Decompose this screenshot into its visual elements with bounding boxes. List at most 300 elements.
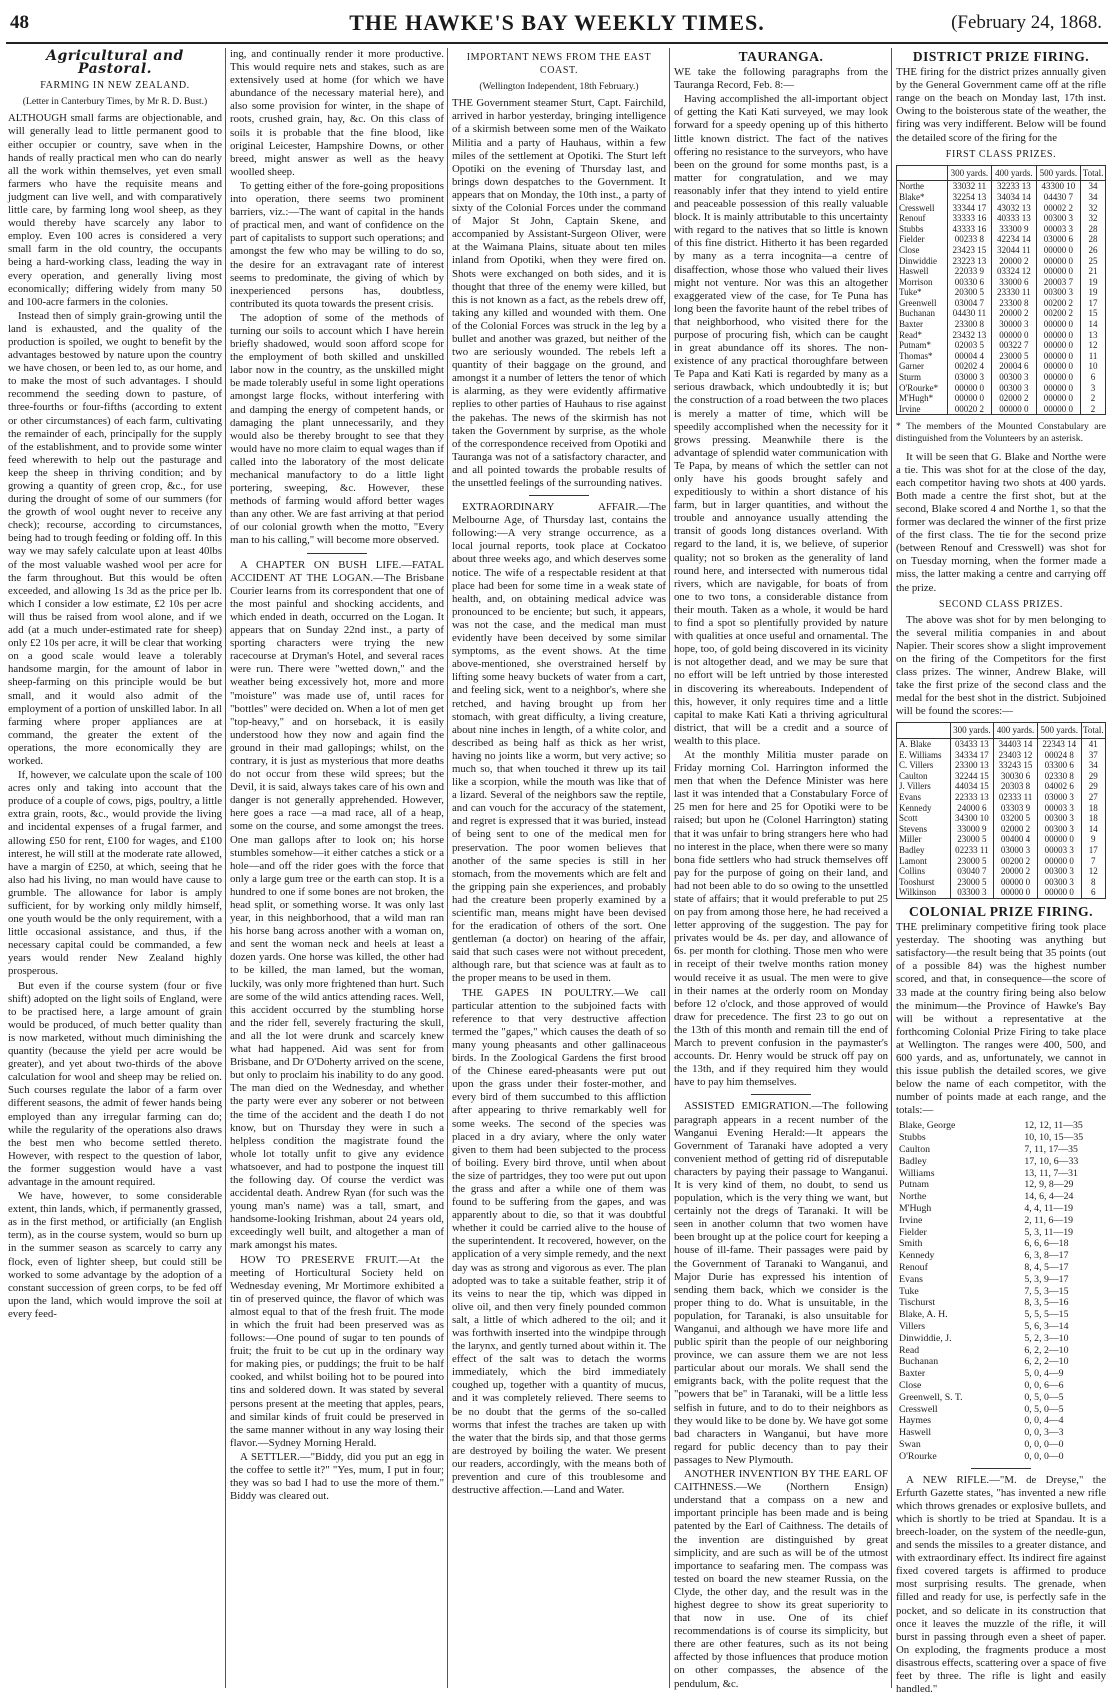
article-title: FARMING IN NEW ZEALAND.	[40, 80, 190, 92]
score-cell: 8	[1081, 877, 1105, 888]
table-header-cell: 500 yards.	[1036, 165, 1080, 181]
article-title: TAURANGA.	[738, 49, 824, 64]
score-cell: 00000 0	[992, 330, 1036, 341]
score-cell: 34300 10	[950, 813, 994, 824]
second-class-title: SECOND CLASS PRIZES.	[939, 598, 1063, 610]
points-cell: 0, 0, 4—4	[1024, 1415, 1064, 1427]
score-cell: 00000 0	[1036, 404, 1080, 415]
table-row	[897, 739, 1106, 750]
paragraph: Having accomplished the all-important object of getting the Kati Kati surveyed, we may look forward for a speedy opening up of this hitherto little known district. The fact of the natives offering no resistance to the surveyors, who have been on the ground for some months past, is a matter for congratulation, and we may reasonably infer that they intend to yield entire and peaceable possession of this really valuable block. It is mainly attributable to this uncertainty with regard to the natives that so little is known of this fine district. Hitherto it has been regarded by many as a terra incognita—a centre of disaffection, whose those who valued their lives might not venture. Nor was this an altogether exaggerated view of the case, for Te Puna has long been the favorite haunt of the rebel tribes of that neighborhood, who visited there for the purpose of procuring fish, which can be caught in great abundance off its shores. The non-existence of any practical thoroughfare between Te Papa and Kati Kati is regarded by many as a serious drawback, which undoubtedly it is; but the construction of a road between the two places is merely a matter of time, which will be speedily accomplished when the necessity for it grows pressing. Meanwhile there is the advantage of splendid water communication with Te Papa, by means of which the settler can not only have his goods brought safely and expeditiously to within a short distance of his farm, but in larger quantities, and without the trouble and annoyance usually attending the transit of goods long distances overland. With regard to the land, it is, we believe, of superior quality; not so broken as the generality of land round here, and intersected with numerous tidal rivers, which are navigable, for boats of from one to two tons, a considerable distance from their mouth. Taken as a whole, it would be hard to find a spot so plentifully provided by nature with qualities at once useful and ornamental. The hope, too, of gold being discovered in its vicinity is not altogether dead, and we may be sure that no effort will be left untried by those interested in discovering its whereabouts. Independent of this, however, it only requires time and a little capital to make Kati Kati a thriving agricultural district, that will be a credit and a source of wealth to this place.	[674, 93, 888, 747]
score-cell: 00000 0	[947, 393, 991, 404]
list-item	[896, 1191, 1106, 1203]
score-cell: 29	[1081, 781, 1105, 792]
competitor-name: Swan	[899, 1438, 921, 1450]
competitor-name: Caulton	[899, 1144, 931, 1156]
list-item	[896, 1451, 1106, 1463]
points-cell: 10, 10, 15—35	[1024, 1132, 1084, 1144]
score-cell: 33000 9	[950, 824, 994, 835]
score-cell: 10	[1081, 361, 1106, 372]
score-cell: 03300 6	[1037, 760, 1081, 771]
paragraph: HOW TO PRESERVE FRUIT.—At the meeting of Horticultural Society held on Wednesday evening, Mr Mortimore exhibited a tin of preserved quince, the flavor of which was almost equal to that of the fresh fruit. The mode in which the fruit had been preserved was as follows:—One pound of sugar to ten pounds of fruit; the fruit to be cut up in the ordinary way for making pies, or puddings; the fruit to be half cooked, and whilst boiling hot to be poured into tins and soldered down. It was stated by several persons present at the meeting that apples, pears, and similar kinds of fruit could be preserved in the same manner without in any way losing their flavor.—Sydney Morning Herald.	[230, 1253, 444, 1449]
colonial-score-list	[896, 1120, 1106, 1462]
competitor-name: Putnam*	[897, 340, 948, 351]
score-cell: 00300 3	[1036, 287, 1080, 298]
paragraph: But even if the course system (four or five shift) adopted on the light soils of England, were to be practised here, a large amount of grain would be produced, of much better quality than is now marketed, without much diminishing the quantity (because the yield per acre would be greater), and yet about two-thirds of the above calculation for wool and sheep may be relied on. Such courses regulate the labor of a farm over different seasons, the admit of fewer hands being employed than any irregular farming can do; while the regularity of the operations also draws the best men who become settled thereto. However, with respect to the question of labor, the former suggestion would have a vast advantage in the amount required.	[8, 979, 222, 1188]
table-header-cell: 400 yards.	[994, 723, 1038, 739]
list-item	[896, 1274, 1106, 1286]
score-cell: 26	[1081, 245, 1106, 256]
score-cell: 00004 4	[947, 351, 991, 362]
score-cell: 00000 0	[947, 383, 991, 394]
paragraph: THE GAPES IN POULTRY.—We call particular attention to the subjoined facts with reference to that very destructive affection termed the "gapes," which causes the death of so many young pheasants and other gallinaceous birds. In the Zoological Gardens the first brood of the Chinese eared-pheasants were put out upon the grass under their foster-mother, and every bird of them succumbed to this affliction after appearing to thrive remarkably well for some weeks. The second of the species was placed in a dry aviary, where the only water given to them had been subjected to the process of boiling. Every bird throve, until when about the size of partridges, they too were put out upon the grass and after a while one of them was found to be suffering from the gapes, and was apparently about to die, so that it was doubtful whether it could be carried alive to the house of the superintendent. It recovered, however, on the application of a very simple remedy, and the next day was as strong and vigorous as ever. The plan adopted was to take a suitable feather, strip it of its veins to near the tip, which was dipped in olive oil, and then very finely pounded common salt, a little of which adhered to the oil; and it was forthwith inserted into the windpipe through the larynx, and gently turned about within it. The effect of the salt was to detach the worms immediately, which the bird immediately coughed up, together with a quantity of mucus, and it was completely relieved. There seems to be no doubt that the germs of the so-called worms that infest the traches are taken up with the water that the birds sip, and that those germs are destroyed by boiling the water. We present our readers, accordingly, with the means both of prevention and cure of this troublesome and destructive affection.—Land and Water.	[452, 986, 666, 1497]
column-rule	[891, 48, 892, 1688]
paragraph: THE preliminary competitive firing took place yesterday. The shooting was anything but satisfactory—the result being that 35 points (out of a possible 84) was the highest number scored, and that, in consequence—the score of 33 made at the country firing being also below the minimum—the Province of Hawke's Bay will be without a representative at the forthcoming Colonial Prize Firing to take place at Wellington. The ranges were 400, 500, and 600 yards, and as, unfortunately, we cannot in this issue publish the detailed scores, we give below the name of each competitor, with the number of points made at each range, and the totals:—	[896, 921, 1106, 1117]
list-item	[896, 1156, 1106, 1168]
score-cell: 00000 0	[1036, 266, 1080, 277]
points-cell: 0, 0, 0—0	[1024, 1438, 1064, 1450]
score-cell: 20000 2	[992, 256, 1036, 267]
competitor-name: Fielder	[897, 234, 948, 245]
competitor-name: Villers	[899, 1321, 926, 1333]
score-cell: 00000 0	[1036, 393, 1080, 404]
table-row	[897, 192, 1106, 203]
table-row	[897, 234, 1106, 245]
divider	[751, 1094, 811, 1095]
points-cell: 5, 3, 11—19	[1024, 1226, 1073, 1238]
score-cell: 33032 11	[947, 181, 991, 192]
score-cell: 02003 5	[947, 340, 991, 351]
score-cell: 03324 12	[992, 266, 1036, 277]
points-cell: 5, 6, 3—14	[1024, 1321, 1069, 1333]
points-cell: 6, 2, 2—10	[1024, 1344, 1069, 1356]
points-cell: 0, 5, 0—5	[1024, 1391, 1064, 1403]
list-item	[896, 1356, 1106, 1368]
competitor-name: Read*	[897, 330, 948, 341]
score-cell: 24000 6	[950, 803, 994, 814]
table-row	[897, 856, 1106, 867]
competitor-name: Northe	[899, 1191, 927, 1203]
points-cell: 7, 5, 3—15	[1024, 1285, 1069, 1297]
competitor-name: Fielder	[899, 1226, 927, 1238]
paragraph: A CHAPTER ON BUSH LIFE.—FATAL ACCIDENT AT THE LOGAN.—The Brisbane Courier learns from its correspondent that one of the most painful and shocking accidents, and which ended in death, occurred on the Logan. It appears that on Sunday 22nd inst., a party of sporting characters were trying the new racecourse at Dryman's Hotel, and several races were run. There were "wetted down," and the weather being excessively hot, more and more "moisture" was made use of, until races for "bottles" were decided on. When a lot of men get "top-heavy," and on horseback, it is easily understood how they now and again find the ground in their mad gallopings; whilst, on the contrary, it is just as mysterious that more deaths do not occur from these wild sprees; but the Devil, it is said, always takes care of his own and danger is not generally apprehended. However, here goes a race —a mad race, all of a heap, some on the course, and some amongst the trees. One man gallops after to look on; his horse stumbles somehow—it either catches a stick or a hole—and off the rider goes with the force that only a large gum tree or the earth can stop. It is a hundred to one if some bones are not broken, the head split, or something worse. It was only last year, in this neighborhood, that a wild man ran his horse bang across another with a woman on, and sent the woman neck and heels at least a dozen yards. One horse was killed, the other had to be killed, the man lamed, but the woman, luckily, was only more frightened than hurt. Such are some of the wild antics attending races. Well, this accident occurred by the stumbling horse and the rider fell, severely fracturing the skull, and all the lot were drunk and scarcely knew what had happened. Aid was sent for from Brisbane, and Dr O'Doherty arrived on the scene, but only to proclaim his inability to do any good. The man died on the Wednesday, and whether the party were ever any soberer or not between the time of the accident and the death I do not know, but on Thursday they were in such a helpless condition the magistrate found the whole lot totally unfit to give any evidence whatsoever, and had to postpone the inquest till the following day. Of course the verdict was accidental death. Andrew Ryan (for such was the young man's name) was a tall, smart, and handsome-looking Irishman, about 24 years old, exceedingly well built, and altogether a man of mark amongst his mates.	[230, 558, 444, 1252]
competitor-name: Evans	[899, 1273, 923, 1285]
table-row	[897, 781, 1106, 792]
list-item	[896, 1392, 1106, 1404]
points-cell: 5, 0, 4—9	[1024, 1368, 1064, 1380]
points-cell: 4, 4, 11—19	[1024, 1203, 1073, 1215]
score-cell: 00000 0	[1036, 361, 1080, 372]
competitor-name: Stubbs	[897, 224, 948, 235]
score-cell: 34403 14	[994, 739, 1038, 750]
paragraph: EXTRAORDINARY AFFAIR.—The Melbourne Age, of Thursday last, contains the following:—A very strange occurrence, as a local journal reports, took place at Cockatoo about three weeks ago, and which deserves some notice. The wife of a respectable resident at that place had been for some time in a weak state of health, and, on obtaining medical advice was pronounced to be enciente; but such, it appears, was not the case, and the medical man must evidently have been deceived by some similar symptoms, as the event shows. At the time above-mentioned, she overstrained herself by lifting some heavy buckets of water from a cart, and feeling sick, went to a neighbor's, where she retched, and having brought up from her stomach, with great difficulty, a living creature, about nine inches in length, of a white color, and described as being half as thick as her wrist, having no joints like a worm, but very active; so much so, that when touched it threw up its tail like a scorpion, while the mouth was like that of a lizard. Several of the neighbors saw the reptile, and can vouch for the accuracy of the statement, and regret is expressed that it was buried, instead of being sent to one of the medical men for preservation. The poor women believes that another of the same species is still in her stomach, from the movements which are felt and the gripping pain she experiences, and probably had the creature been properly examined by a scientific man, means might have been devised for the eradication of others of the sort. One gentleman (a doctor) on hearing of the affair, said that such cases were not without precedent, although rare, but that science was at fault as to the proper means to be used in them.	[452, 501, 666, 985]
score-cell: 04430 7	[1036, 192, 1080, 203]
score-cell: 00020 2	[947, 404, 991, 415]
points-cell: 12, 12, 11—35	[1024, 1120, 1083, 1132]
score-cell: 23223 13	[947, 256, 991, 267]
list-item	[896, 1309, 1106, 1321]
score-cell: 03433 13	[950, 739, 994, 750]
competitor-name: C. Villers	[897, 760, 951, 771]
score-cell: 21	[1081, 266, 1106, 277]
table-row	[897, 277, 1106, 288]
score-cell: 02233 11	[950, 845, 994, 856]
score-cell: 02330 8	[1037, 771, 1081, 782]
points-cell: 8, 4, 5—17	[1024, 1262, 1069, 1274]
score-cell: 00330 6	[947, 277, 991, 288]
competitor-name: Miller	[897, 834, 951, 845]
points-cell: 5, 3, 9—17	[1024, 1273, 1069, 1285]
score-cell: 00002 2	[1036, 203, 1080, 214]
competitor-name: Northe	[897, 181, 948, 192]
score-cell: 28	[1081, 234, 1106, 245]
score-cell: 32244 15	[950, 771, 994, 782]
score-cell: 23432 13	[947, 330, 991, 341]
score-cell: 33300 9	[992, 224, 1036, 235]
points-cell: 14, 6, 4—24	[1024, 1191, 1074, 1203]
competitor-name: Buchanan	[899, 1356, 939, 1368]
table-row	[897, 760, 1106, 771]
table-row	[897, 803, 1106, 814]
table-header-cell: Total.	[1081, 165, 1106, 181]
score-cell: 28	[1081, 224, 1106, 235]
score-cell: 00000 0	[1037, 834, 1081, 845]
paragraph: The above was shot for by men belonging to the several militia companies in and about Napier. Their scores show a slight improvement on the firing of the Competitors for the first class prizes. The winner, Andrew Blake, will take the first prize of the second class and the medal for the best shot in the district. Subjoined will be found the scores:—	[896, 613, 1106, 718]
score-cell: 04430 11	[947, 308, 991, 319]
score-cell: 00200 2	[1036, 308, 1080, 319]
paragraph: WE take the following paragraphs from the Tauranga Record, Feb. 8:—	[674, 66, 888, 92]
paragraph: A NEW RIFLE.—"M. de Dreyse," the Erfurth Gazette states, "has invented a new rifle which throws grenades or explosive bullets, and which is shortly to be tried at Spandau. It is a breech-loader, on the system of the needle-gun, and sends the missiles to a greater distance, and with extraordinary effect. Its indirect fire against fixed covered targets is affirmed to produce most surprising results. The grenade, when filled and ready for use, is perfectly safe in the pocket, and so delicate in its construction that once it leaves the muzzle of the rifle, it will burst in passing through even a sheet of paper. On exploding, the fragments produce a most disastrous effects, scattering over a space of five feet by three. The rifle is light and easily handled."	[896, 1473, 1106, 1696]
list-item	[896, 1333, 1106, 1345]
score-cell: 17	[1081, 298, 1106, 309]
table-row	[897, 181, 1106, 192]
paragraph: A SETTLER.—"Biddy, did you put an egg in the coffee to settle it?" "Yes, mum, I put in four; they was so bad I had to use the more of them." Biddy was cleared out.	[230, 1450, 444, 1503]
list-item	[896, 1132, 1106, 1144]
score-cell: 14	[1081, 319, 1106, 330]
table-row	[897, 330, 1106, 341]
score-cell: 00003 3	[1036, 224, 1080, 235]
list-item	[896, 1250, 1106, 1262]
list-item	[896, 1286, 1106, 1298]
score-cell: 30000 3	[992, 319, 1036, 330]
paragraph: If, however, we calculate upon the scale of 100 acres only and taking into account that the produce of a couple of cows, pigs, poultry, a little extra grain, roots, &c., would provide the living and incidental expenses of a frugal farmer, and allowing £50 for rent, £100 for wages, and £100 interest, he will still at the moderate rate allowed, have a margin of £250, at which, seeing that he also had his living, no man would have cause to grumble. The allowance for labor is amply sufficient, for by working only mildly himself, one youth would be the only requirement, with a little occasional assistance, and thus, if the necessary capital could be commanded, a few years would render New Zealand highly prosperous.	[8, 769, 222, 978]
table-row	[897, 813, 1106, 824]
score-cell: 02000 2	[994, 824, 1038, 835]
paragraph: THE Government steamer Sturt, Capt. Fairchild, arrived in harbor yesterday, bringing intelligence of a skirmish between some men of the Waikato Militia and a party of Hauhaus, within a few miles of the settlement at Opotiki. The Sturt left Opotiki on the evening of Thursday last, and brings down despatches to the Government. It appears that on Monday, the 10th inst., a party of sixty of the Colonial Forces under the command of Major St John, Captain Skene, and accompanied by Assistant-Surgeon Oliver, were at the Waimana Plains, situate about ten miles inland from Opotiki, when they were fired on. Shots were exchanged on both sides, and it is thought that three of the enemy were killed, but this is not known as a fact, as the rebels drew off, taking any killed and wounded with them. One of the Colonial Forces was struck in the leg by a bullet and another was grazed, but neither of the two are seriously wounded. The rebels left a quantity of their baggage on the ground, and amongst it a number of letters the tenor of which is alarming, as they were evidently affirmative replies to other parties of Hauhaus to rise against the pakehas. The news of the skirmish has not taken the Government by surprise, as the whole of the correspondence received from Opotiki and Tauranga was not of a satisfactory character, and and all pointed towards the probable results of the unsettled feelings of the surrounding natives.	[452, 97, 666, 489]
competitor-name: Kennedy	[899, 1250, 935, 1262]
first-class-title: FIRST CLASS PRIZES.	[945, 148, 1057, 160]
table-row	[897, 340, 1106, 351]
list-item	[896, 1144, 1106, 1156]
list-item	[896, 1380, 1106, 1392]
points-cell: 13, 11, 7—31	[1024, 1167, 1078, 1179]
score-cell: 00000 0	[994, 887, 1038, 898]
score-cell: 7	[1081, 856, 1105, 867]
score-cell: 19	[1081, 277, 1106, 288]
competitor-name: O'Rourke	[899, 1450, 937, 1462]
score-cell: 03000 3	[947, 372, 991, 383]
score-cell: 32233 13	[992, 181, 1036, 192]
points-cell: 5, 5, 5—15	[1024, 1309, 1069, 1321]
list-item	[896, 1427, 1106, 1439]
competitor-name: Badley	[897, 845, 951, 856]
score-cell: 04002 6	[1037, 781, 1081, 792]
score-cell: 00400 4	[994, 834, 1038, 845]
score-cell: 29	[1081, 771, 1105, 782]
score-cell: 43032 13	[992, 203, 1036, 214]
score-cell: 00200 2	[1036, 298, 1080, 309]
score-cell: 00300 3	[1037, 877, 1081, 888]
points-cell: 12, 9, 8—29	[1024, 1179, 1074, 1191]
points-cell: 2, 11, 6—19	[1024, 1214, 1073, 1226]
competitor-name: Haswell	[899, 1427, 932, 1439]
score-cell: 33000 6	[992, 277, 1036, 288]
paragraph: It will be seen that G. Blake and Northe were a tie. This was shot for at the close of the day, each competitor having two shots at 400 yards. Both made a centre the first shot, but at the second, Blake scored 4 and Northe 1, so that the former was declared the winner of the first prize of the first class. The tie for the second prize (between Renouf and Cresswell) was shot for on Tuesday morning, when the former made a miss, the latter making a centre and carrying off the prize.	[896, 450, 1106, 594]
competitor-name: Stubbs	[899, 1132, 926, 1144]
score-cell: 23300 8	[947, 319, 991, 330]
table-row	[897, 866, 1106, 877]
score-cell: 03200 5	[994, 813, 1038, 824]
points-cell: 6, 6, 6—18	[1024, 1238, 1069, 1250]
score-cell: 44034 15	[950, 781, 994, 792]
points-cell: 0, 0, 0—0	[1024, 1450, 1064, 1462]
score-cell: 41	[1081, 739, 1105, 750]
list-item	[896, 1120, 1106, 1132]
score-cell: 00024 8	[1037, 750, 1081, 761]
score-cell: 34	[1081, 181, 1106, 192]
list-item	[896, 1415, 1106, 1427]
competitor-name: Close	[897, 245, 948, 256]
competitor-name: Renouf	[897, 213, 948, 224]
score-cell: 20004 6	[992, 361, 1036, 372]
competitor-name: Baxter	[899, 1368, 926, 1380]
list-item	[896, 1368, 1106, 1380]
score-cell: 11	[1081, 351, 1106, 362]
competitor-name: Dinwiddie, J.	[899, 1332, 952, 1344]
column-2	[230, 48, 444, 1688]
divider	[307, 553, 367, 554]
score-cell: 30030 6	[994, 771, 1038, 782]
score-cell: 18	[1081, 813, 1105, 824]
competitor-name: Blake*	[897, 192, 948, 203]
score-cell: 33344 17	[947, 203, 991, 214]
table-header-cell	[897, 165, 948, 181]
score-cell: 00003 3	[1037, 803, 1081, 814]
table-header-cell: 300 yards.	[950, 723, 994, 739]
competitor-name: Evans	[897, 792, 951, 803]
score-cell: 34334 17	[950, 750, 994, 761]
paragraph: ing, and continually render it more productive. This would require nets and stakes, such as are extensively used at home (for which we have abundance of the necessary material here), and also some provision for winter, in the shape of roots, crushed grain, hay, &c. On this class of soils it is probable that the fine blood, like original Leicester, Hampshire Downs, or other breed, might answer as well as the heavy woolled sheep.	[230, 48, 444, 178]
masthead	[6, 8, 1108, 44]
competitor-name: Cresswell	[897, 203, 948, 214]
article-source: (Wellington Independent, 18th February.)	[479, 81, 639, 93]
competitor-name: Greenwell	[897, 298, 948, 309]
table-header-cell: 300 yards.	[947, 165, 991, 181]
score-cell: 00000 0	[1036, 340, 1080, 351]
column-rule	[669, 48, 670, 1688]
table-row	[897, 245, 1106, 256]
competitor-name: E. Williams	[897, 750, 951, 761]
competitor-name: Haymes	[899, 1415, 932, 1427]
competitor-name: Collins	[897, 866, 951, 877]
score-cell: 00000 0	[1037, 887, 1081, 898]
score-cell: 40333 13	[992, 213, 1036, 224]
competitor-name: Badley	[899, 1155, 927, 1167]
points-cell: 0, 5, 0—5	[1024, 1403, 1064, 1415]
table-row	[897, 792, 1106, 803]
column-4	[674, 48, 888, 1688]
list-item	[896, 1404, 1106, 1416]
points-cell: 7, 11, 17—35	[1024, 1144, 1078, 1156]
table-row	[897, 308, 1106, 319]
table-row	[897, 351, 1106, 362]
list-item	[896, 1215, 1106, 1227]
competitor-name: Caulton	[897, 771, 951, 782]
score-cell: 03040 7	[950, 866, 994, 877]
list-item	[896, 1262, 1106, 1274]
competitor-name: Irvine	[899, 1214, 923, 1226]
competitor-name: Tooshurst	[897, 877, 951, 888]
divider	[971, 1468, 1031, 1469]
competitor-name: Thomas*	[897, 351, 948, 362]
score-cell: 03000 6	[1036, 234, 1080, 245]
score-cell: 00233 8	[947, 234, 991, 245]
table-row	[897, 213, 1106, 224]
score-cell: 00000 0	[1036, 372, 1080, 383]
score-cell: 32254 13	[947, 192, 991, 203]
score-cell: 20000 2	[992, 308, 1036, 319]
score-cell: 6	[1081, 372, 1106, 383]
competitor-name: Baxter	[897, 319, 948, 330]
newspaper-title: THE HAWKE'S BAY WEEKLY TIMES.	[349, 10, 765, 35]
table-row	[897, 824, 1106, 835]
list-item	[896, 1168, 1106, 1180]
table-header-cell: Total.	[1081, 723, 1105, 739]
score-cell: 43300 10	[1036, 181, 1080, 192]
section-title: Agricultural and Pastoral.	[46, 48, 184, 78]
table-row	[897, 887, 1106, 898]
score-cell: 32	[1081, 203, 1106, 214]
colonial-prize-title: COLONIAL PRIZE FIRING.	[909, 903, 1093, 919]
table-row	[897, 287, 1106, 298]
table-row	[897, 834, 1106, 845]
table-row	[897, 372, 1106, 383]
score-cell: 02333 11	[994, 792, 1038, 803]
competitor-name: Williams	[899, 1167, 935, 1179]
competitor-name: Tischurst	[899, 1297, 936, 1309]
score-cell: 15	[1081, 308, 1106, 319]
score-cell: 00000 0	[1036, 256, 1080, 267]
score-cell: 00000 0	[1036, 330, 1080, 341]
list-item	[896, 1203, 1106, 1215]
score-cell: 9	[1081, 834, 1105, 845]
score-cell: 23000 5	[950, 834, 994, 845]
column-rule	[225, 48, 226, 1688]
score-cell: 00000 0	[1036, 383, 1080, 394]
score-cell: 00000 0	[1036, 245, 1080, 256]
paragraph: At the monthly Militia muster parade on Friday morning Col. Harrington informed the men that when the Defence Minister was here last it was intended that a Constabulary Force of 25 men for here and 25 for Opotiki were to be raised; but upon he (Colonel Harrington) stating that it was unfair to bring strangers here who had no interest in the place, when there were so many bona fide settlers who had struck themselves off pay for the purpose of going on their land, and had not been able to do so owing to the unsettled state of affairs; that it would preferable to put 25 on pay from among those here, he had received a letter approving of the suggestion. The pay for privates would be 4s. per day, and allowance of 6s. per month for clothing. Those men who were in receipt of their twelve months ration money would receive it as usual. The men were to give in their names at the orderly room on Monday before 12 o'clock, and those approved of would draw for precedence. The first 23 to go out on the 13th of this month and remain till the end of March to prevent confusion in the paymaster's accounts. Dr. Henry would be struck off pay on the 13th, and if they required him they would have to pay him themselves.	[674, 748, 888, 1089]
score-cell: 14	[1081, 824, 1105, 835]
score-cell: 18	[1081, 803, 1105, 814]
score-cell: 23000 5	[992, 351, 1036, 362]
competitor-name: Scott	[897, 813, 951, 824]
score-cell: 34	[1081, 192, 1106, 203]
competitor-name: Sturm	[897, 372, 948, 383]
second-class-score-table	[896, 722, 1106, 899]
score-cell: 00300 3	[1037, 813, 1081, 824]
score-cell: 22033 9	[947, 266, 991, 277]
competitor-name: Smith	[899, 1238, 923, 1250]
competitor-name: Haswell	[897, 266, 948, 277]
competitor-name: M'Hugh	[899, 1203, 932, 1215]
first-class-score-table	[896, 165, 1106, 416]
paragraph: To getting either of the fore-going propositions into operation, there seems two prominent barriers, viz.:—The want of capital in the hands of practical men, and want of confidence on the part of capitalists to support such operations; and amongst the few who may be willing to do so, the desire for an extravagant rate of interest seems to predominate, the giving of which by inexperienced persons has, doubtless, contributed its quota towards the present crisis.	[230, 179, 444, 310]
district-prize-title: DISTRICT PRIZE FIRING.	[912, 49, 1090, 64]
competitor-name: J. Villers	[897, 781, 951, 792]
table-header-cell	[897, 723, 951, 739]
table-row	[897, 256, 1106, 267]
score-cell: 2	[1081, 404, 1106, 415]
article-source: (Letter in Canterbury Times, by Mr R. D. Bust.)	[22, 96, 208, 108]
points-cell: 8, 3, 5—16	[1024, 1297, 1069, 1309]
competitor-name: Morrison	[897, 277, 948, 288]
competitor-name: Blake, George	[899, 1120, 956, 1132]
points-cell: 0, 0, 6—6	[1024, 1380, 1064, 1391]
score-cell: 34034 14	[992, 192, 1036, 203]
score-cell: 33243 15	[994, 760, 1038, 771]
score-cell: 42234 14	[992, 234, 1036, 245]
score-cell: 00300 3	[992, 383, 1036, 394]
score-cell: 00000 0	[1037, 856, 1081, 867]
divider	[529, 495, 589, 496]
table-row	[897, 877, 1106, 888]
score-cell: 23300 8	[992, 298, 1036, 309]
score-cell: 03000 3	[994, 845, 1038, 856]
column-5	[896, 48, 1106, 1696]
score-cell: 00322 7	[992, 340, 1036, 351]
score-cell: 03004 7	[947, 298, 991, 309]
list-item	[896, 1238, 1106, 1250]
article-title: IMPORTANT NEWS FROM THE EAST COAST.	[466, 52, 652, 77]
list-item	[896, 1227, 1106, 1239]
column-rule	[447, 48, 448, 1688]
list-item	[896, 1439, 1106, 1451]
score-cell: 00000 0	[1036, 319, 1080, 330]
score-cell: 27	[1081, 792, 1105, 803]
score-cell: 17	[1081, 845, 1105, 856]
competitor-name: Read	[899, 1344, 920, 1356]
table-row	[897, 393, 1106, 404]
table-row	[897, 750, 1106, 761]
page-number: 48	[10, 12, 29, 33]
list-item	[896, 1179, 1106, 1191]
paragraph: ANOTHER INVENTION BY THE EARL OF CAITHNESS.—We (Northern Ensign) understand that a compass on a new and important principle has been made and is being patented by the Earl of Caithness. The details of the invention are distinguished by great simplicity, and are such as will be of the utmost importance to seafaring men. The compass was tested on board the new steamer Russia, on the Clyde, the other day, and the result was in the highest degree to show its great superiority to that now in use. One of its chief recommendations is of course its simplicity, but there are other features, such as its not being affected by those influences that produce motion on other compasses, the absence of the pendulum, &c.	[674, 1468, 888, 1690]
table-row	[897, 266, 1106, 277]
competitor-name: Renouf	[899, 1262, 928, 1274]
table-row	[897, 203, 1106, 214]
competitor-name: Irvine	[897, 404, 948, 415]
competitor-name: Close	[899, 1380, 922, 1391]
score-cell: 32	[1081, 213, 1106, 224]
score-cell: 33333 16	[947, 213, 991, 224]
points-cell: 0, 0, 3—3	[1024, 1427, 1064, 1439]
score-cell: 00200 2	[994, 856, 1038, 867]
points-cell: 17, 10, 6—33	[1024, 1155, 1079, 1167]
score-cell: 23403 12	[994, 750, 1038, 761]
score-cell: 3	[1081, 383, 1106, 394]
list-item	[896, 1345, 1106, 1357]
paragraph: Instead then of simply grain-growing until the land is exhausted, and the quality of the production is spoiled, we ought to benefit by the advantages bestowed by nature upon the country we have chosen, or been led to, as our home, and to make the most of such advantages. I should recommend the seeding down to pasture, of three-fourths or four-fifths (according to extent or other circumstances) of each farm, cultivating the remainder of each, principally for the supply of the establishment, and to provide some winter feed wherewith to help out the pasturage and keep the sheep in thriving condition; and by growing a quantity of green crop, &c., for use during the drought of some of our summers (for the growth of wool ought never to receive any check); recourse, according to circumstances, being had to trough feeding or folding off. In this way we may safely calculate upon at least 40lbs of the most valuable washed wool per acre for the farm throughout. But this would be often exceeded, and allowing 1s 3d as the price per lb. which I consider a low estimate, £2 10s per acre will thus be raised from wool alone, and if we add (at a much under-estimated rate for sheep) only £2 10s per acre, it will be clear that working on a good scale would leave a tolerably handsome margin, for the amount of labor in sheep-farming on this principle would be but small, and it would also admit of the employment of a portion of unskilled labor. In all farming where proper appliances are at command, the greater the extent of the operations, the more economically they are worked.	[8, 309, 222, 767]
score-cell: 00000 0	[992, 404, 1036, 415]
